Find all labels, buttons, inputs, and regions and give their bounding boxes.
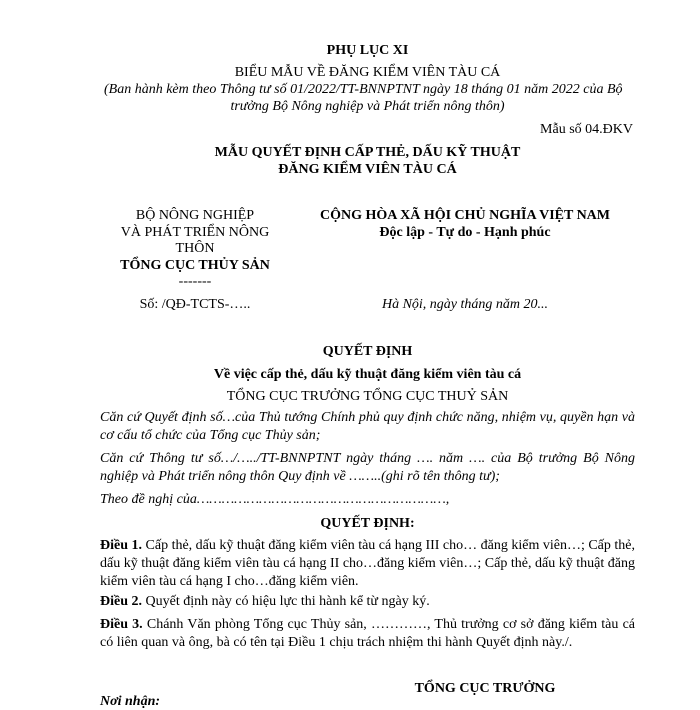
appendix-subtitle: BIỂU MẪU VỀ ĐĂNG KIỂM VIÊN TÀU CÁ [234,65,501,80]
basis-3: Theo đề nghị của……………………………………………………, [100,492,450,507]
article-2-text: Quyết định này có hiệu lực thi hành kể từ ngày ký. [142,594,430,609]
basis-1: Căn cứ Quyết định số…của Thủ tướng Chính phủ quy định chức năng, nhiệm vụ, quyền hạn và cơ cấu tổ chức của Tổng cục Thủy sản; [100,410,635,443]
article-3 [100,616,635,652]
basis-2: Căn cứ Thông tư số…/…../TT-BNNPTNT ngày tháng …. năm …. của Bộ trưởng Bộ Nông nghiệp và Phát triển nông thôn Quy định về ……..(ghi rõ tên thông tư); [100,451,635,484]
agency-name: TỔNG CỤC THỦY SẢN [120,258,270,273]
recipients-label: Nơi nhận: [100,694,161,709]
ministry-line1: BỘ NÔNG NGHIỆP [135,208,255,223]
issued-note-line2: trưởng Bộ Nông nghiệp và Phát triển nông thôn) [230,99,505,114]
signer-title: TỔNG CỤC TRƯỞNG [414,681,556,696]
article-3-label: Điều 3. [100,617,143,632]
decision-number: Số: /QĐ-TCTS-….. [139,297,251,312]
national-title: CỘNG HÒA XÃ HỘI CHỦ NGHĨA VIỆT NAM [319,208,610,223]
decision-subject: Về việc cấp thẻ, dấu kỹ thuật đăng kiểm viên tàu cá [213,367,522,382]
article-3-text: Chánh Văn phòng Tổng cục Thủy sản, …………, Thủ trưởng cơ sở đăng kiểm tàu cá có liên quan và ông, bà có tên tại Điều 1 chịu trách nhiệm thi hành Quyết định này./. [100,617,636,650]
issued-note-line1: (Ban hành kèm theo Thông tư số 01/2022/TT-BNNPTNT ngày 18 tháng 01 năm 2022 của Bộ [104,82,623,97]
ministry-line3: THÔN [175,241,215,256]
decision-title: QUYẾT ĐỊNH [322,344,413,359]
form-number: Mẫu số 04.ĐKV [540,122,633,137]
article-1 [100,537,635,591]
ministry-line2: VÀ PHÁT TRIỂN NÔNG [120,225,270,240]
place-date: Hà Nội, ngày tháng năm 20... [381,297,549,312]
header-dashes: ------- [178,274,212,289]
article-1-text: Cấp thẻ, dấu kỹ thuật đăng kiểm viên tàu cá hạng III cho… đăng kiểm viên…; Cấp thẻ, dấu kỹ thuật đăng kiểm viên tàu cá hạng II cho…đăng kiểm viên…; Cấp thẻ, dấu kỹ thuật đăng kiểm viên tàu cá hạng I cho…đăng kiểm viên. [100,538,636,589]
article-2-label: Điều 2. [100,594,142,609]
appendix-title: PHỤ LỤC XI [326,43,409,58]
decides-heading: QUYẾT ĐỊNH: [320,516,415,531]
form-title-line2: ĐĂNG KIỂM VIÊN TÀU CÁ [278,162,457,177]
article-2 [100,593,635,611]
national-motto: Độc lập - Tự do - Hạnh phúc [379,225,551,240]
article-1-label: Điều 1. [100,538,143,553]
form-title-line1: MẪU QUYẾT ĐỊNH CẤP THẺ, DẤU KỸ THUẬT [214,145,521,160]
decision-authority: TỔNG CỤC TRƯỞNG TỔNG CỤC THUỶ SẢN [226,389,509,404]
